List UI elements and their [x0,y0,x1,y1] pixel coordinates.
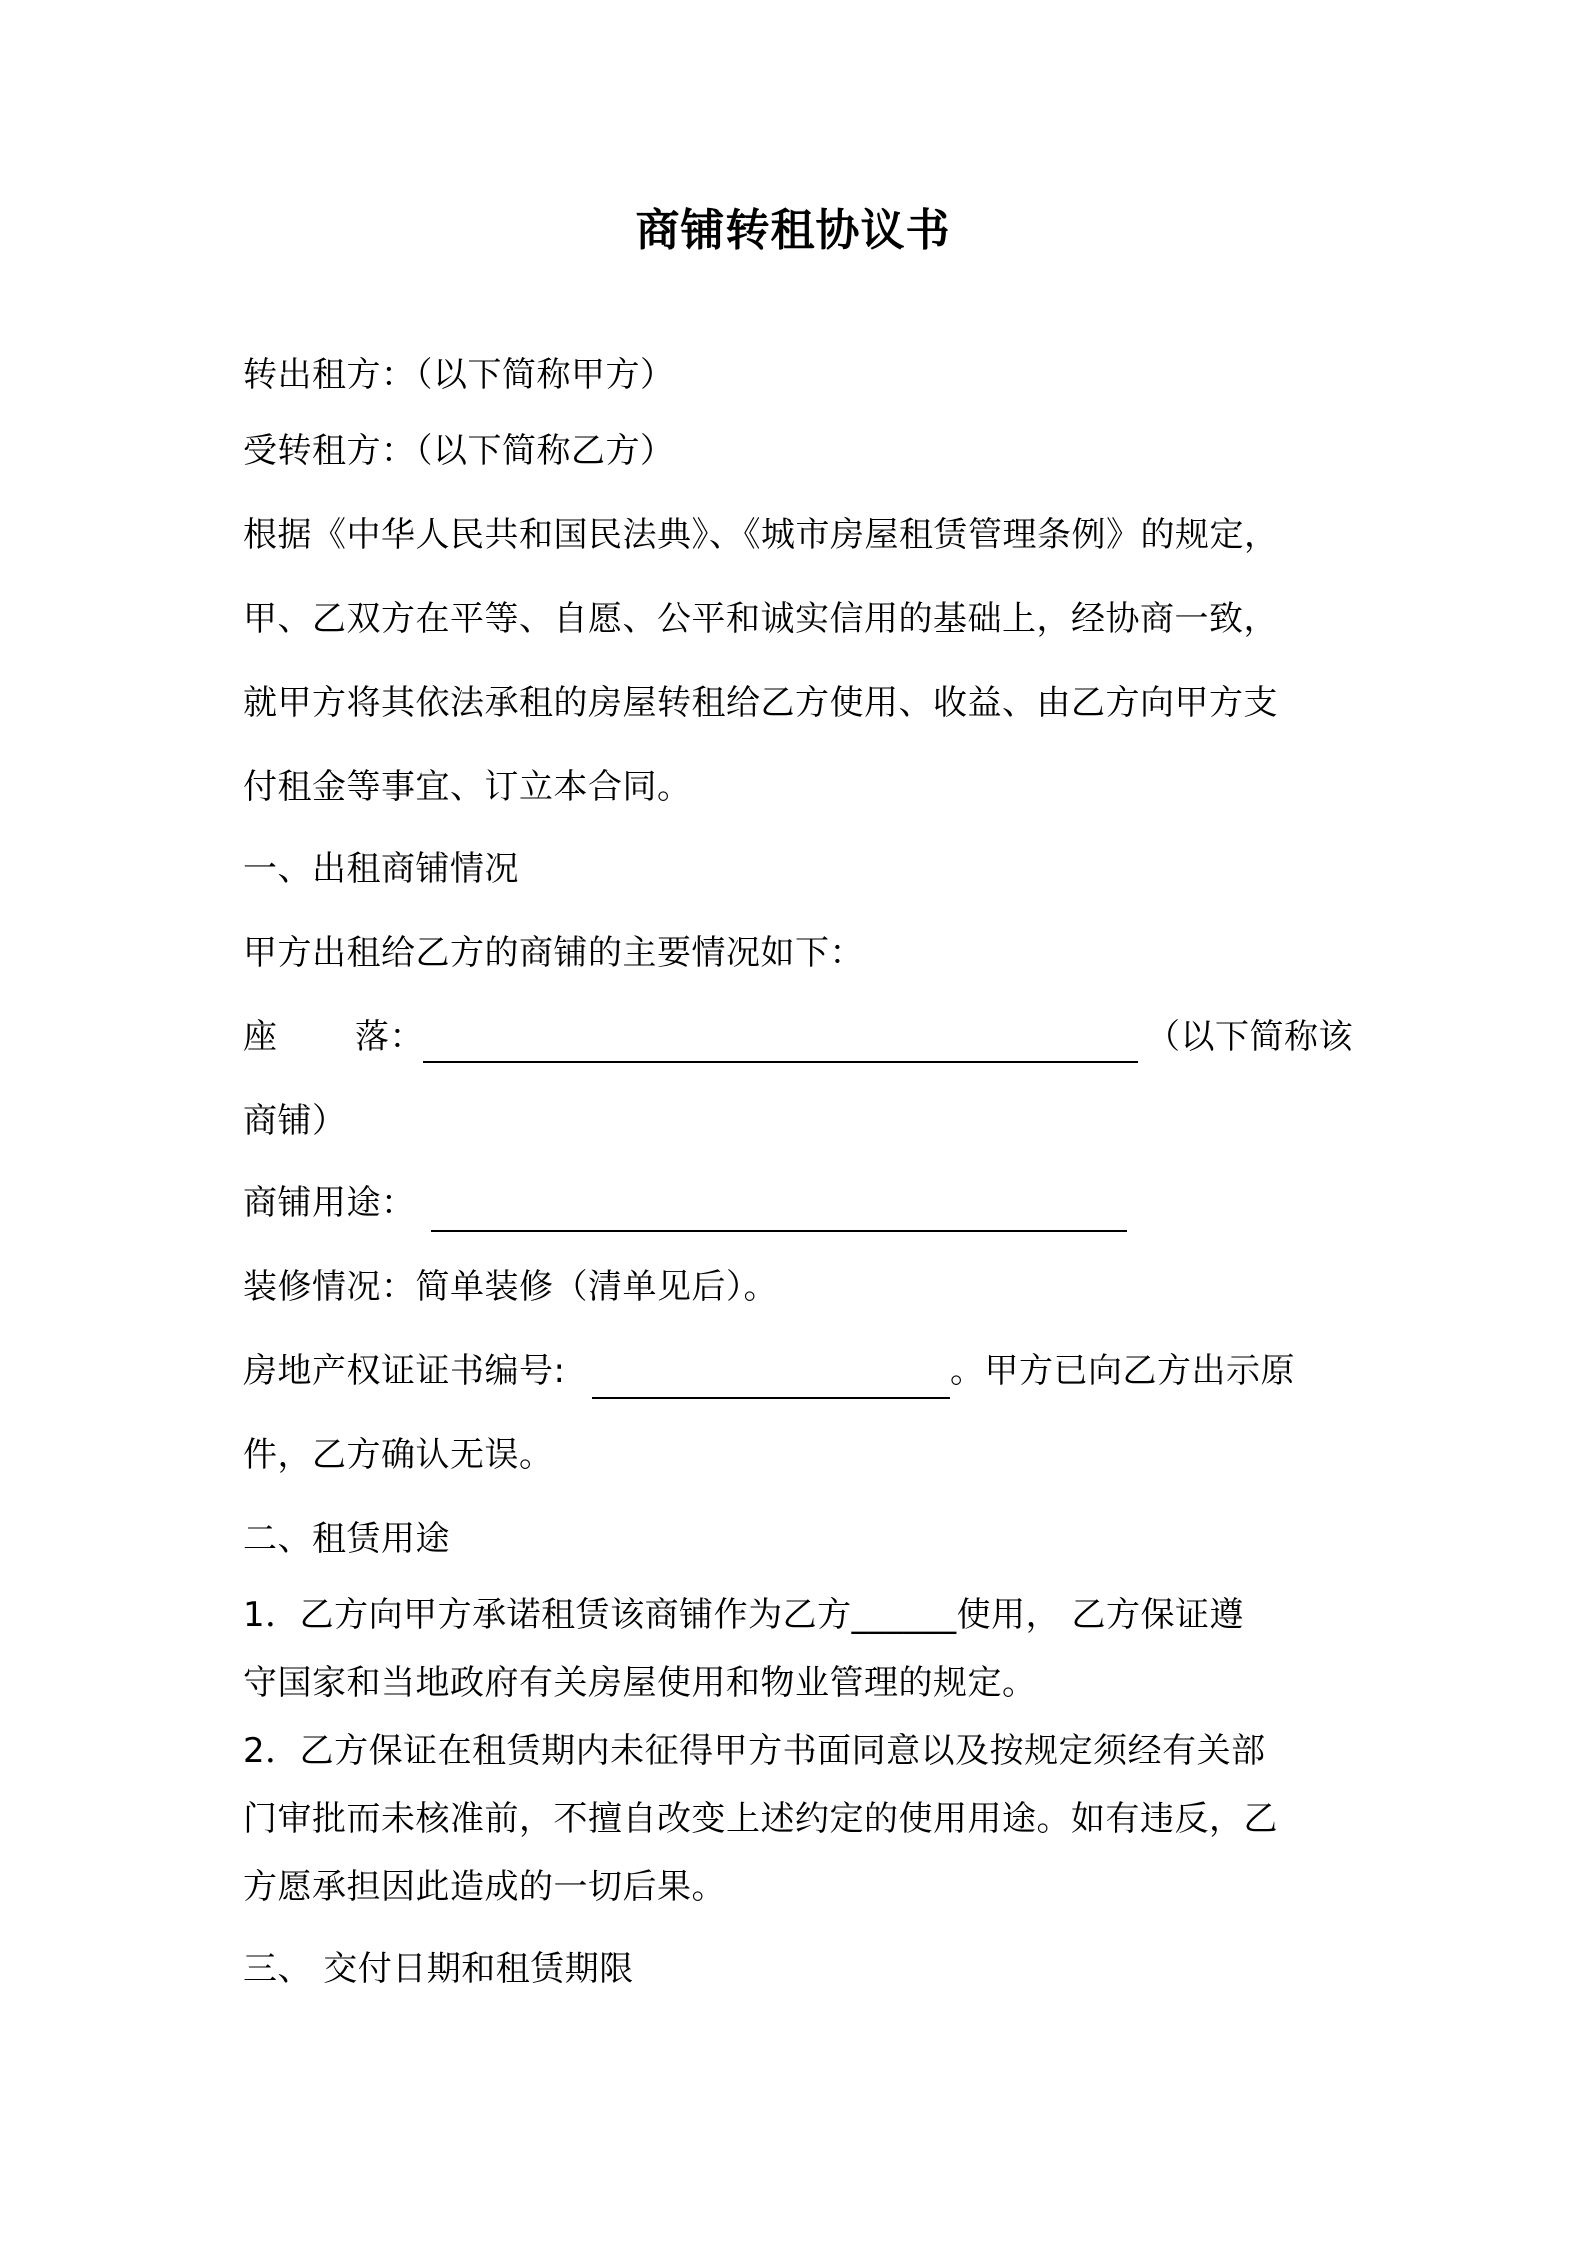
location-wrap: 商铺） [243,1101,347,1141]
section-2-item-2-line-3: 方愿承担因此造成的一切后果。 [243,1867,726,1907]
location-suffix: （以下简称该 [1146,1017,1353,1057]
section-1-intro: 甲方出租给乙方的商铺的主要情况如下： [243,933,864,973]
cert-wrap: 件，乙方确认无误。 [243,1435,554,1475]
cert-blank-line [592,1397,950,1399]
section-2-item-2-line-1: 2．乙方保证在租赁期内未征得甲方书面同意以及按规定须经有关部 [243,1731,1266,1771]
preamble-line-1: 根据《中华人民共和国民法典》、《城市房屋租赁管理条例》的规定， [243,515,1279,555]
section-2-item-2-line-2: 门审批而未核准前，不擅自改变上述约定的使用用途。如有违反，乙 [243,1799,1278,1839]
document-title: 商铺转租协议书 [635,205,951,256]
location-blank-line [423,1061,1138,1063]
preamble-line-3: 就甲方将其依法承租的房屋转租给乙方使用、收益、由乙方向甲方支 [243,683,1278,723]
usage-label: 商铺用途： [243,1183,416,1223]
cert-suffix: 。甲方已向乙方出示原 [950,1351,1295,1391]
usage-blank-line [431,1230,1127,1232]
section-2-heading: 二、租赁用途 [243,1519,450,1559]
party-b-line: 受转租方：（以下简称乙方） [243,431,675,471]
section-2-item-1-line-2: 守国家和当地政府有关房屋使用和物业管理的规定。 [243,1663,1037,1703]
preamble-line-2: 甲、乙双方在平等、自愿、公平和诚实信用的基础上，经协商一致， [243,599,1278,639]
preamble-line-4: 付租金等事宜、订立本合同。 [243,767,692,807]
party-a-line: 转出租方：（以下简称甲方） [243,355,675,395]
section-3-heading: 三、 交付日期和租赁期限 [243,1949,634,1989]
location-label-part-2: 落： [355,1017,424,1057]
decoration-line: 装修情况：简单装修（清单见后）。 [243,1267,778,1307]
cert-label: 房地产权证证书编号: [243,1351,566,1391]
location-label-part-1: 座 [243,1017,278,1057]
section-1-heading: 一、出租商铺情况 [243,849,519,889]
section-2-item-1-line-1: 1．乙方向甲方承诺租赁该商铺作为乙方______使用， 乙方保证遵 [243,1595,1244,1635]
